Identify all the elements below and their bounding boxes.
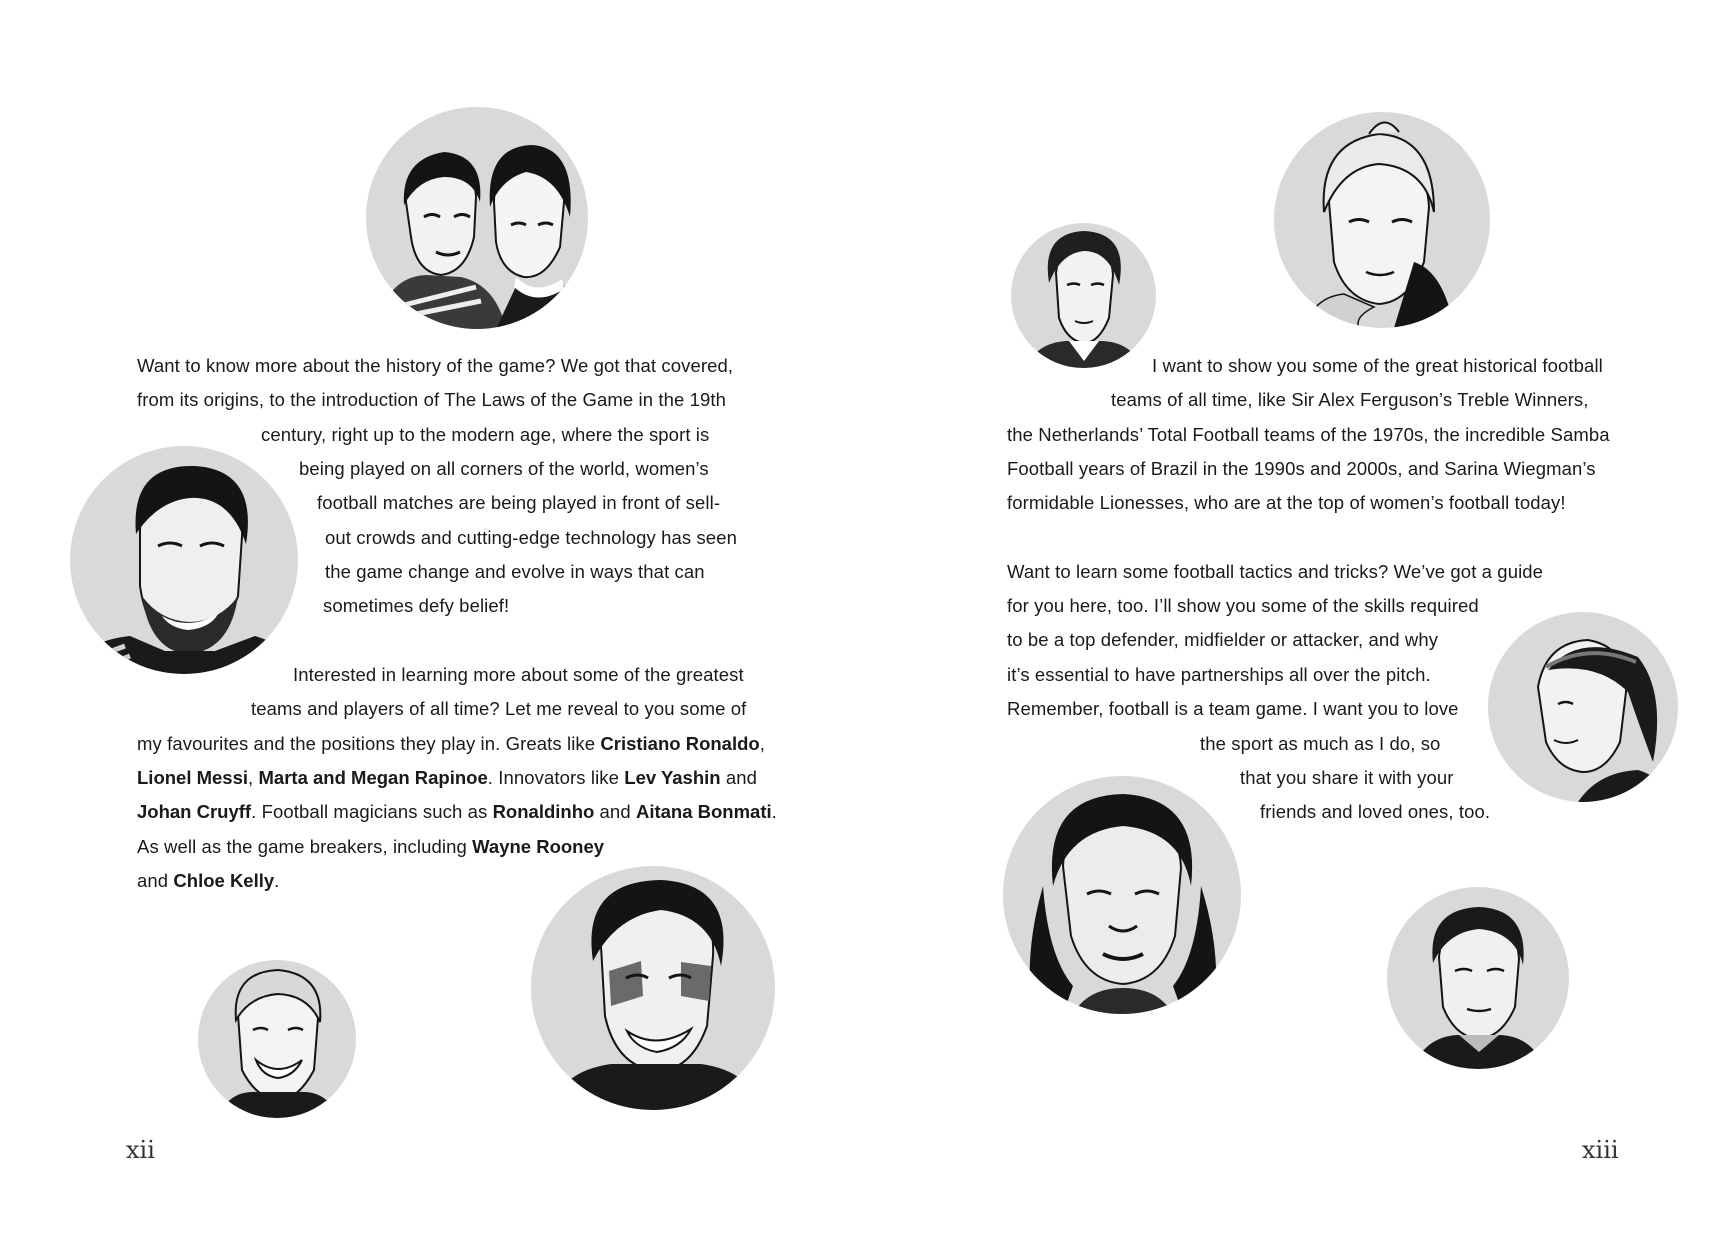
portrait-ronaldinho-art	[1003, 776, 1241, 1014]
portrait-lev-yashin	[1387, 887, 1569, 1069]
portrait-aitana-bonmati	[1488, 612, 1678, 802]
text-run: for you here, too. I’ll show you some of the skills required	[1007, 595, 1479, 616]
right-line-3	[1007, 424, 1610, 446]
text-run: Interested in learning more about some of the greatest	[293, 664, 744, 685]
left-line-15	[137, 870, 279, 892]
text-run: century, right up to the modern age, where the sport is	[261, 424, 710, 445]
text-run: Want to learn some football tactics and tricks? We’ve got a guide	[1007, 561, 1544, 582]
text-run: .	[771, 801, 777, 822]
text-run: .	[274, 870, 280, 891]
text-run: ,	[248, 767, 259, 788]
left-line-9	[293, 664, 744, 686]
portrait-cristiano-ronaldo-art	[531, 866, 775, 1110]
right-line-4	[1007, 458, 1596, 480]
text-run: it’s essential to have partnerships all over the pitch.	[1007, 664, 1431, 685]
left-line-13	[137, 801, 777, 823]
player-name: Johan Cruyff	[137, 801, 252, 822]
right-line-9	[1007, 664, 1431, 686]
text-run: As well as the game breakers, including	[137, 836, 473, 857]
text-run: and	[720, 767, 758, 788]
text-run: sometimes defy belief!	[323, 595, 510, 616]
left-line-14	[137, 836, 604, 858]
left-line-1	[137, 355, 733, 377]
left-line-12	[137, 767, 757, 789]
left-line-5	[317, 492, 720, 514]
portrait-cristiano-ronaldo	[531, 866, 775, 1110]
left-line-4	[299, 458, 709, 480]
text-run: to be a top defender, midfielder or attacker, and why	[1007, 629, 1439, 650]
portrait-marta-rapinoe-art	[366, 107, 588, 329]
text-run: the sport as much as I do, so	[1200, 733, 1441, 754]
text-run: Remember, football is a team game. I want you to love	[1007, 698, 1459, 719]
text-run: out crowds and cutting-edge technology has seen	[325, 527, 737, 548]
left-line-2	[137, 389, 726, 411]
text-run: formidable Lionesses, who are at the top of women’s football today!	[1007, 492, 1566, 513]
portrait-aitana-bonmati-art	[1488, 612, 1678, 802]
player-name: Chloe Kelly	[173, 870, 275, 891]
player-name: Aitana Bonmati	[635, 801, 772, 822]
right-line-12	[1240, 767, 1454, 789]
player-name: Ronaldinho	[492, 801, 595, 822]
player-name: Lionel Messi	[137, 767, 249, 788]
text-run: . Football magicians such as	[251, 801, 493, 822]
player-name: Marta and Megan Rapinoe	[258, 767, 488, 788]
portrait-chloe-kelly-art	[1274, 112, 1490, 328]
left-line-8	[323, 595, 509, 617]
right-line-6	[1007, 561, 1543, 583]
text-run: being played on all corners of the world, women’s	[299, 458, 709, 479]
text-run: teams of all time, like Sir Alex Ferguson’s Treble Winners,	[1111, 389, 1589, 410]
portrait-wayne-rooney	[198, 960, 356, 1118]
player-name: Lev Yashin	[624, 767, 721, 788]
page-number-left: xii	[126, 1136, 155, 1164]
right-line-11	[1200, 733, 1440, 755]
right-line-1	[1152, 355, 1603, 377]
text-run: teams and players of all time? Let me reveal to you some of	[251, 698, 747, 719]
text-run: that you share it with your	[1240, 767, 1454, 788]
left-line-7	[325, 561, 705, 583]
page-number-right: xiii	[1582, 1136, 1619, 1164]
portrait-johan-cruyff	[1011, 223, 1156, 368]
right-line-8	[1007, 629, 1438, 651]
left-line-6	[325, 527, 737, 549]
portrait-johan-cruyff-art	[1011, 223, 1156, 368]
right-line-13	[1260, 801, 1490, 823]
right-line-7	[1007, 595, 1479, 617]
player-name: Wayne Rooney	[472, 836, 605, 857]
text-run: . Innovators like	[487, 767, 625, 788]
portrait-ronaldinho	[1003, 776, 1241, 1014]
portrait-lionel-messi-art	[70, 446, 298, 674]
left-line-3	[261, 424, 709, 446]
left-line-10	[251, 698, 746, 720]
text-run: from its origins, to the introduction of The Laws of the Game in the 19th	[137, 389, 726, 410]
right-line-10	[1007, 698, 1459, 720]
text-run: football matches are being played in front of sell-	[317, 492, 721, 513]
text-run: Football years of Brazil in the 1990s and 2000s, and Sarina Wiegman’s	[1007, 458, 1596, 479]
text-run: and	[594, 801, 636, 822]
portrait-lev-yashin-art	[1387, 887, 1569, 1069]
text-run: my favourites and the positions they play in. Greats like	[137, 733, 601, 754]
portrait-marta-rapinoe	[366, 107, 588, 329]
portrait-chloe-kelly	[1274, 112, 1490, 328]
text-run: I want to show you some of the great historical football	[1152, 355, 1603, 376]
portrait-wayne-rooney-art	[198, 960, 356, 1118]
right-line-5	[1007, 492, 1566, 514]
text-run: the Netherlands’ Total Football teams of the 1970s, the incredible Samba	[1007, 424, 1610, 445]
text-run: Want to know more about the history of the game? We got that covered,	[137, 355, 734, 376]
text-run: the game change and evolve in ways that can	[325, 561, 705, 582]
right-line-2	[1111, 389, 1589, 411]
text-run: and	[137, 870, 174, 891]
text-run: friends and loved ones, too.	[1260, 801, 1491, 822]
player-name: Cristiano Ronaldo	[600, 733, 760, 754]
left-line-11	[137, 733, 765, 755]
text-run: ,	[759, 733, 765, 754]
portrait-lionel-messi	[70, 446, 298, 674]
